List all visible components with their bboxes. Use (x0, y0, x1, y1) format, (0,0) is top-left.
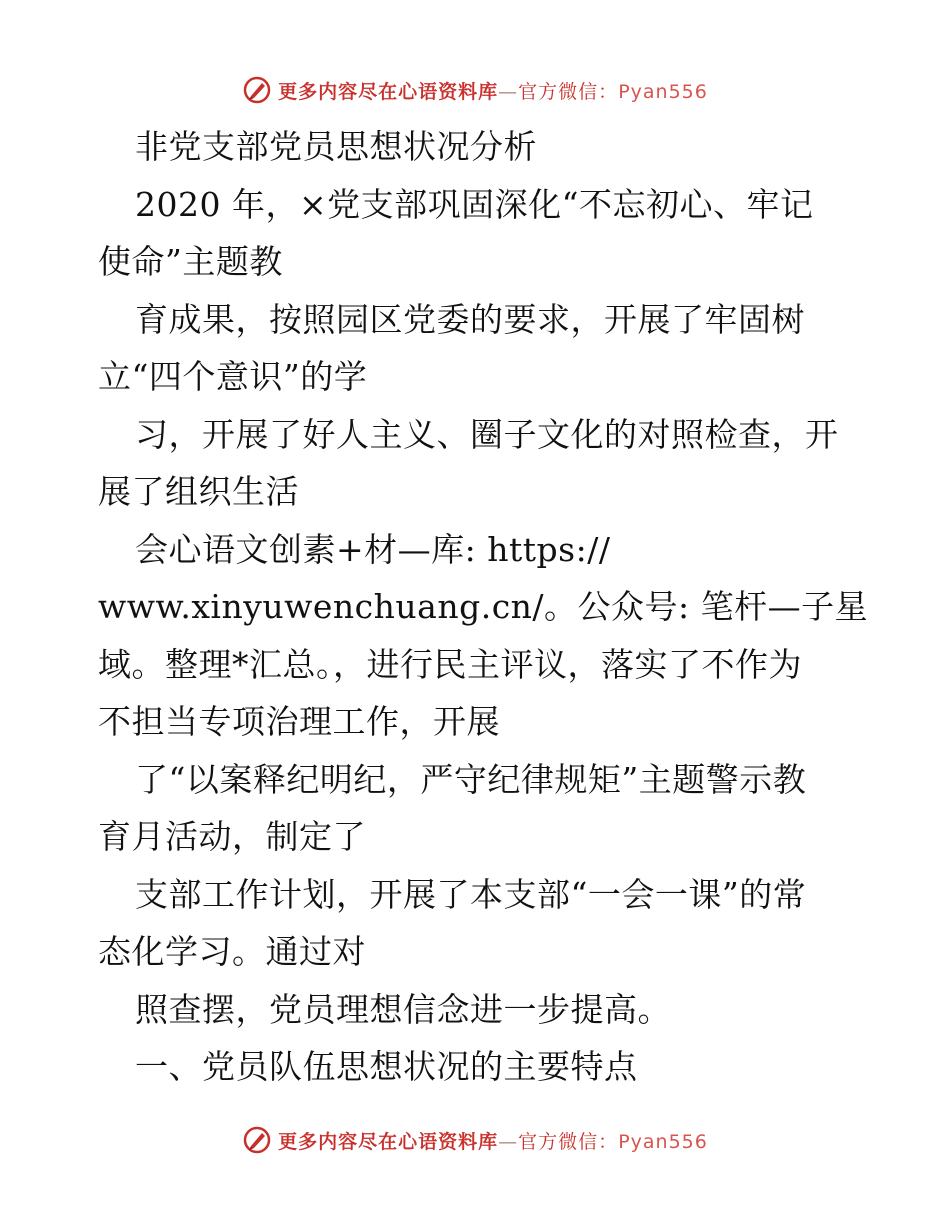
footer-banner (0, 1120, 950, 1160)
doc-line: 了“以案释纪明纪，严守纪律规矩”主题警示教 (135, 759, 807, 799)
doc-line: 习，开展了好人主义、圈子文化的对照检查，开 (135, 414, 839, 454)
banner-wechat-label: 官方微信： (518, 1130, 619, 1153)
doc-line: 展了组织生活 (98, 472, 299, 511)
header-banner (0, 70, 950, 110)
banner-dash: — (498, 80, 519, 103)
doc-line: 不担当专项治理工作，开展 (98, 702, 500, 741)
doc-line: 照查摆，党员理想信念进一步提高。 (135, 989, 671, 1029)
banner-text (278, 1127, 708, 1154)
doc-line: 会心语文创素+材—库: https:// (135, 529, 611, 569)
banner-dash: — (498, 1130, 519, 1153)
banner-wechat-label: 官方微信： (518, 80, 619, 103)
banner-text (278, 77, 708, 104)
banner-wechat-id: Pyan556 (618, 80, 708, 103)
pen-logo-icon (242, 75, 272, 105)
doc-line: 育成果，按照园区党委的要求，开展了牢固树 (135, 299, 805, 339)
section-heading: 一、党员队伍思想状况的主要特点 (135, 1047, 638, 1086)
doc-line: 2020 年，×党支部巩固深化“不忘初心、牢记 (135, 184, 814, 224)
banner-main-text: 更多内容尽在心语资料库 (278, 80, 499, 103)
doc-line: 育月活动，制定了 (98, 817, 366, 856)
doc-title: 非党支部党员思想状况分析 (135, 127, 537, 166)
banner-wechat-id: Pyan556 (618, 1130, 708, 1153)
doc-line: 立“四个意识”的学 (98, 357, 368, 396)
banner-main-text: 更多内容尽在心语资料库 (278, 1130, 499, 1153)
doc-line: 支部工作计划，开展了本支部“一会一课”的常 (135, 874, 807, 914)
document-body (98, 118, 868, 1096)
pen-logo-icon (242, 1125, 272, 1155)
doc-line: 域。整理*汇总。，进行民主评议，落实了不作为 (98, 644, 802, 684)
doc-line: www.xinyuwenchuang.cn/。公众号: 笔杆—子星 (98, 587, 869, 626)
doc-line: 使命”主题教 (98, 242, 283, 281)
doc-line: 态化学习。通过对 (98, 932, 366, 971)
